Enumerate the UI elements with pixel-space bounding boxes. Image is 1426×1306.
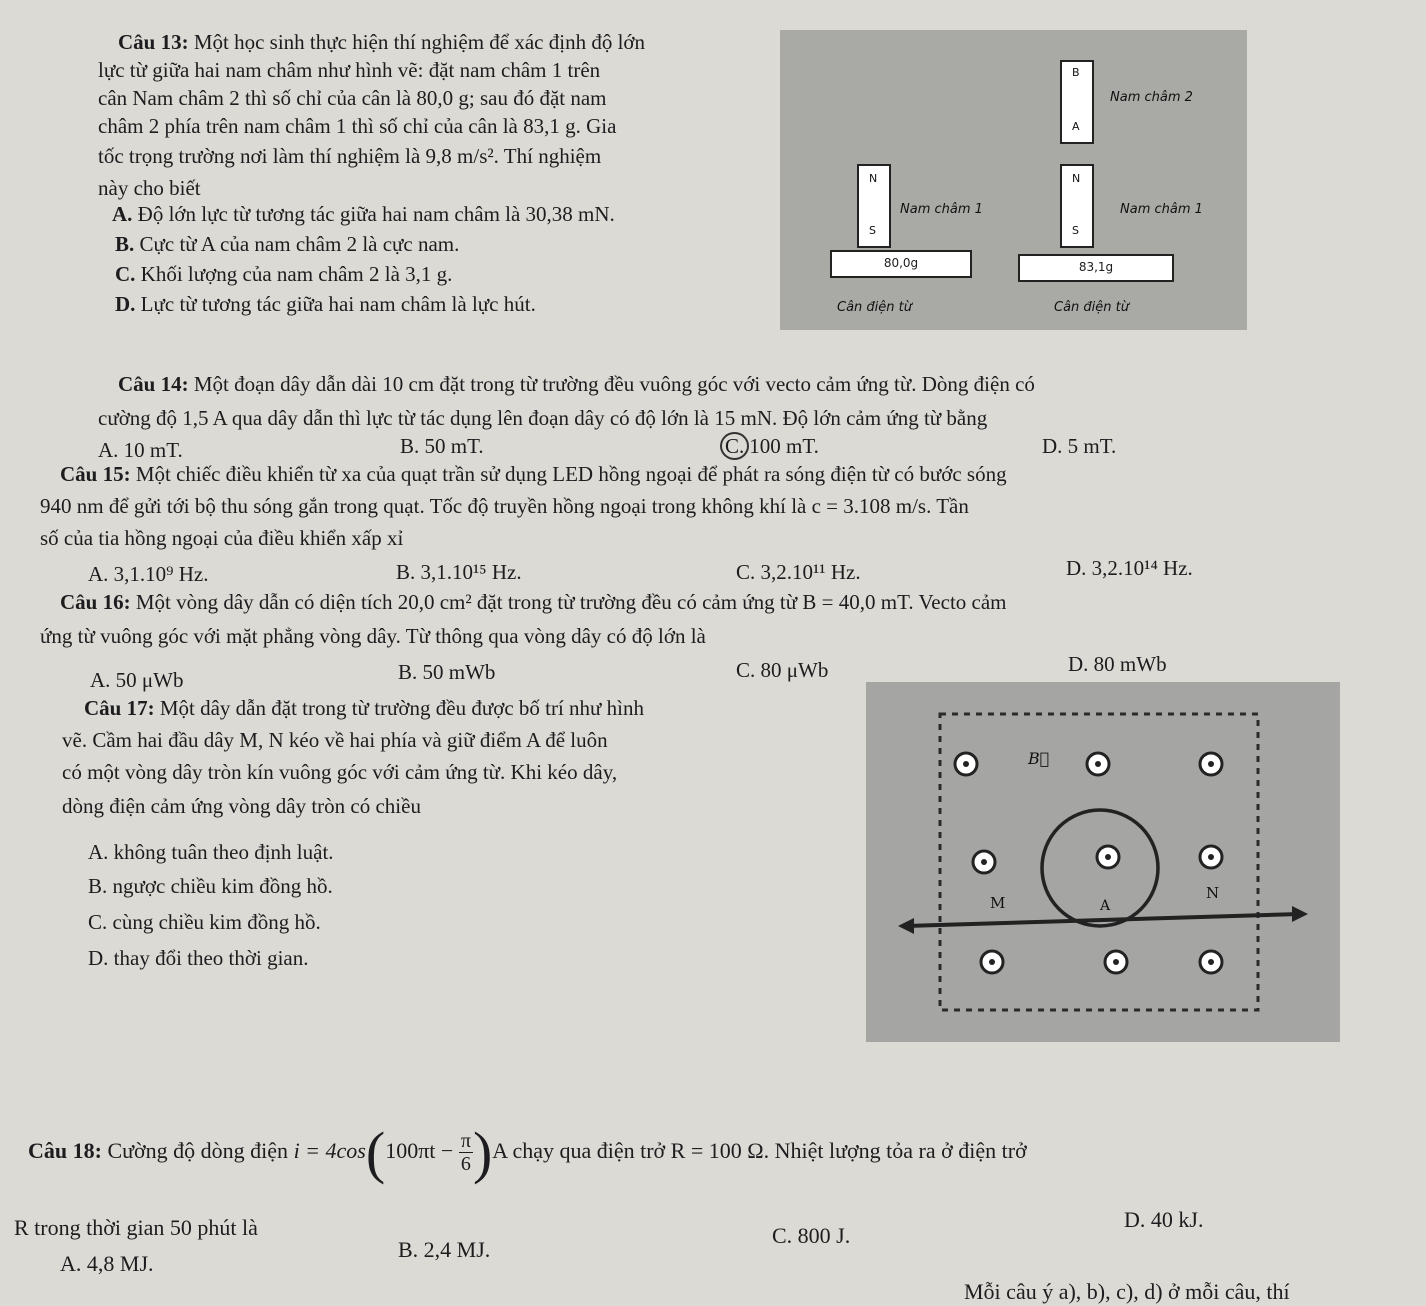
q13-text-1: Một học sinh thực hiện thí nghiệm để xác định độ lớn <box>193 30 646 54</box>
q18-frac-num: π <box>460 1130 471 1153</box>
scale-label-right: Cân điện từ <box>1054 300 1129 315</box>
q18-frac-den: 6 <box>460 1153 471 1176</box>
q16-line-2: ứng từ vuông góc với mặt phẳng vòng dây. Từ thông qua vòng dây có độ lớn là <box>40 624 706 648</box>
scale-reading-left: 80,0g <box>883 256 919 270</box>
q16-option-b: B. 50 mWb <box>398 660 496 684</box>
arrow-right-icon <box>1292 906 1308 922</box>
q13-option-d <box>115 292 536 316</box>
q14-heading: Câu 14: <box>118 372 189 396</box>
q16-option-a: A. 50 μWb <box>90 668 184 692</box>
q15-text-1: Một chiếc điều khiển từ xa của quạt trần sử dụng LED hồng ngoại để phát ra sóng điện từ có bước sóng <box>135 462 1007 486</box>
q15-heading: Câu 15: <box>60 462 131 486</box>
q16-option-c: C. 80 μWb <box>736 658 829 682</box>
q18-option-d: D. 40 kJ. <box>1124 1207 1204 1232</box>
q18-line-2: R trong thời gian 50 phút là <box>14 1215 258 1240</box>
q18-formula-left: i = 4cos <box>293 1138 366 1163</box>
footer-partial-text: Mỗi câu ý a), b), c), d) ở mỗi câu, thí <box>964 1279 1290 1304</box>
magnet-2-label: Nam châm 2 <box>1110 90 1193 105</box>
q18-fraction <box>459 1130 473 1175</box>
q17-text-1: Một dây dẫn đặt trong từ trường đều được bố trí như hình <box>159 696 645 720</box>
q13-option-a-key: A. <box>112 202 133 226</box>
q18-option-c: C. 800 J. <box>772 1223 851 1248</box>
q13-option-a <box>112 202 615 226</box>
pole-n-right: N <box>1072 172 1081 185</box>
q13-option-c-key: C. <box>115 262 136 286</box>
q18-line-1 <box>28 1116 1027 1186</box>
q14-option-c-text: 100 mT. <box>749 434 819 458</box>
q15-line-2: 940 nm để gửi tới bộ thu sóng gắn trong quạt. Tốc độ truyền hồng ngoại trong không khí là c = 3.108 m/s. Tần <box>40 494 969 518</box>
q14-option-c <box>720 434 819 458</box>
q14-text-1: Một đoạn dây dẫn dài 10 cm đặt trong từ trường đều vuông góc với vecto cảm ứng từ. Dòng điện có <box>193 372 1035 396</box>
q14-option-a: A. 10 mT. <box>98 438 183 462</box>
b-vector-label: B⃗ <box>1028 749 1050 768</box>
q16-text-1: Một vòng dây dẫn có diện tích 20,0 cm² đặt trong từ trường đều có cảm ứng từ B = 40,0 mT. Vecto cảm <box>135 590 1007 614</box>
q13-line-5: tốc trọng trường nơi làm thí nghiệm là 9,8 m/s². Thí nghiệm <box>98 144 602 168</box>
q15-line-1 <box>60 462 1007 486</box>
scale-reading-right: 83,1g <box>1078 260 1114 274</box>
q13-figure <box>780 30 1247 330</box>
q14-option-b: B. 50 mT. <box>400 434 484 458</box>
q16-heading: Câu 16: <box>60 590 131 614</box>
q13-line-6: này cho biết <box>98 176 201 200</box>
q16-option-d: D. 80 mWb <box>1068 652 1167 676</box>
q13-option-d-text: Lực từ tương tác giữa hai nam châm là lực hút. <box>140 292 536 316</box>
q15-line-3: số của tia hồng ngoại của điều khiển xấp xỉ <box>40 526 404 550</box>
pole-s-right: S <box>1072 224 1079 237</box>
q14-line-1 <box>118 372 1035 396</box>
q14-option-d: D. 5 mT. <box>1042 434 1117 458</box>
q15-option-a: A. 3,1.10⁹ Hz. <box>88 562 209 586</box>
magnet-1-label-left: Nam châm 1 <box>900 202 983 217</box>
pole-n-left: N <box>869 172 878 185</box>
q18-after: A chạy qua điện trở R = 100 Ω. Nhiệt lượng tỏa ra ở điện trở <box>492 1138 1027 1163</box>
field-dot-centers <box>963 761 1214 965</box>
field-dots <box>955 753 1222 973</box>
m-label: M <box>990 894 1006 912</box>
pole-b: B <box>1072 66 1080 79</box>
q17-line-1 <box>84 696 644 720</box>
q18-formula-inner: 100πt − <box>385 1138 454 1163</box>
pole-s-left: S <box>869 224 876 237</box>
q17-option-d: D. thay đổi theo thời gian. <box>88 946 309 970</box>
q13-option-c <box>115 262 452 286</box>
n-label: N <box>1206 884 1220 902</box>
q18-option-a: A. 4,8 MJ. <box>60 1251 154 1276</box>
q17-line-4: dòng điện cảm ứng vòng dây tròn có chiều <box>62 794 421 818</box>
q17-line-3: có một vòng dây tròn kín vuông góc với cảm ứng từ. Khi kéo dây, <box>62 760 618 784</box>
q13-line-1 <box>118 30 645 54</box>
scale-right <box>1018 254 1174 282</box>
q17-option-c: C. cùng chiều kim đồng hồ. <box>88 910 321 934</box>
q18-intro: Cường độ dòng điện <box>107 1138 289 1163</box>
scale-label-left: Cân điện từ <box>837 300 912 315</box>
scale-left <box>830 250 972 278</box>
q13-line-4: châm 2 phía trên nam châm 1 thì số chỉ của cân là 83,1 g. Gia <box>98 114 617 138</box>
q15-option-b: B. 3,1.10¹⁵ Hz. <box>396 560 522 584</box>
q15-option-c: C. 3,2.10¹¹ Hz. <box>736 560 861 584</box>
q13-option-c-text: Khối lượng của nam châm 2 là 3,1 g. <box>140 262 453 286</box>
q13-heading: Câu 13: <box>118 30 189 54</box>
q17-option-a: A. không tuân theo định luật. <box>88 840 334 864</box>
q13-option-b <box>115 232 459 256</box>
q13-option-a-text: Độ lớn lực từ tương tác giữa hai nam châm là 30,38 mN. <box>137 202 615 226</box>
q13-option-b-text: Cực từ A của nam châm 2 là cực nam. <box>139 232 460 256</box>
pole-a: A <box>1072 120 1080 133</box>
q18-heading: Câu 18: <box>28 1138 102 1163</box>
q17-figure <box>866 682 1340 1042</box>
q13-option-d-key: D. <box>115 292 136 316</box>
q17-figure-svg <box>866 682 1340 1042</box>
q17-option-b: B. ngược chiều kim đồng hồ. <box>88 874 333 898</box>
paren-close-icon: ) <box>472 1119 493 1185</box>
paren-open-icon: ( <box>365 1119 386 1185</box>
q15-option-d: D. 3,2.10¹⁴ Hz. <box>1066 556 1193 580</box>
q18-option-b: B. 2,4 MJ. <box>398 1237 491 1262</box>
q13-option-b-key: B. <box>115 232 135 256</box>
a-label: A <box>1100 898 1111 914</box>
q14-line-2: cường độ 1,5 A qua dây dẫn thì lực từ tác dụng lên đoạn dây có độ lớn là 15 mN. Độ lớn cảm ứng từ bằng <box>98 406 988 430</box>
arrow-left-icon <box>898 918 914 934</box>
q14-option-c-marker: C. <box>720 432 749 460</box>
magnet-1-label-right: Nam châm 1 <box>1120 202 1203 217</box>
q17-line-2: vẽ. Cầm hai đầu dây M, N kéo về hai phía và giữ điểm A để luôn <box>62 728 608 752</box>
q13-line-2: lực từ giữa hai nam châm như hình vẽ: đặt nam châm 1 trên <box>98 58 601 82</box>
q16-line-1 <box>60 590 1007 614</box>
q13-line-3: cân Nam châm 2 thì số chỉ của cân là 80,0 g; sau đó đặt nam <box>98 86 607 110</box>
q17-heading: Câu 17: <box>84 696 155 720</box>
